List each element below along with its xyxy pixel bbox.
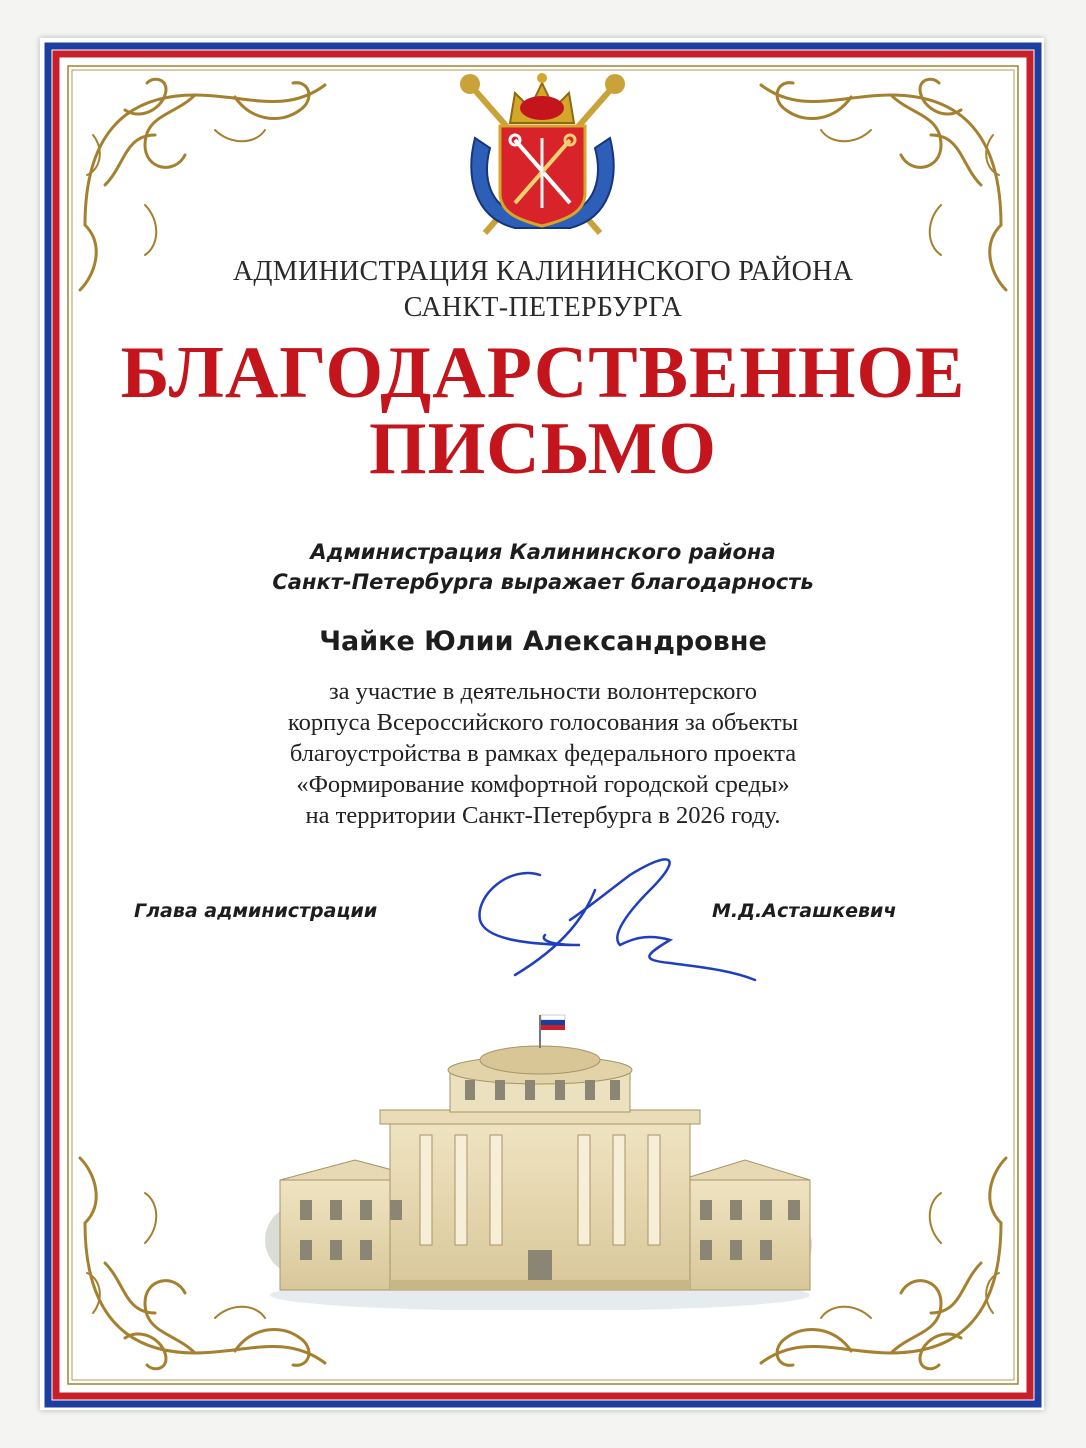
city-emblem-icon: [455, 68, 630, 246]
reason-line5: на территории Санкт-Петербурга в 2026 году.: [305, 802, 781, 829]
reason-line1: за участие в деятельности волонтерского: [328, 678, 758, 705]
intro-line2: Санкт-Петербурга выражает благодарность: [272, 570, 814, 594]
signer-position: Глава администрации: [134, 900, 378, 922]
organization-name-line1: АДМИНИСТРАЦИЯ КАЛИНИНСКОГО РАЙОНА: [232, 256, 854, 287]
document-title-line2: ПИСЬМО: [369, 408, 717, 490]
handwritten-signature: [470, 845, 770, 995]
administration-building-illustration: [260, 1010, 820, 1310]
document-title-line1: БЛАГОДАРСТВЕННОЕ: [120, 332, 966, 414]
reason-line3: благоустройства в рамках федерального проекта: [289, 740, 797, 767]
intro-line1: Администрация Калининского района: [310, 540, 776, 564]
reason-line4: «Формирование комфортной городской среды»: [296, 771, 790, 798]
signer-name: М.Д.Асташкевич: [712, 900, 897, 922]
organization-name-line2: САНКТ-ПЕТЕРБУРГА: [403, 292, 683, 323]
reason-line2: корпуса Всероссийского голосования за объекты: [287, 709, 799, 736]
recipient-name: Чайке Юлии Александровне: [319, 626, 767, 657]
